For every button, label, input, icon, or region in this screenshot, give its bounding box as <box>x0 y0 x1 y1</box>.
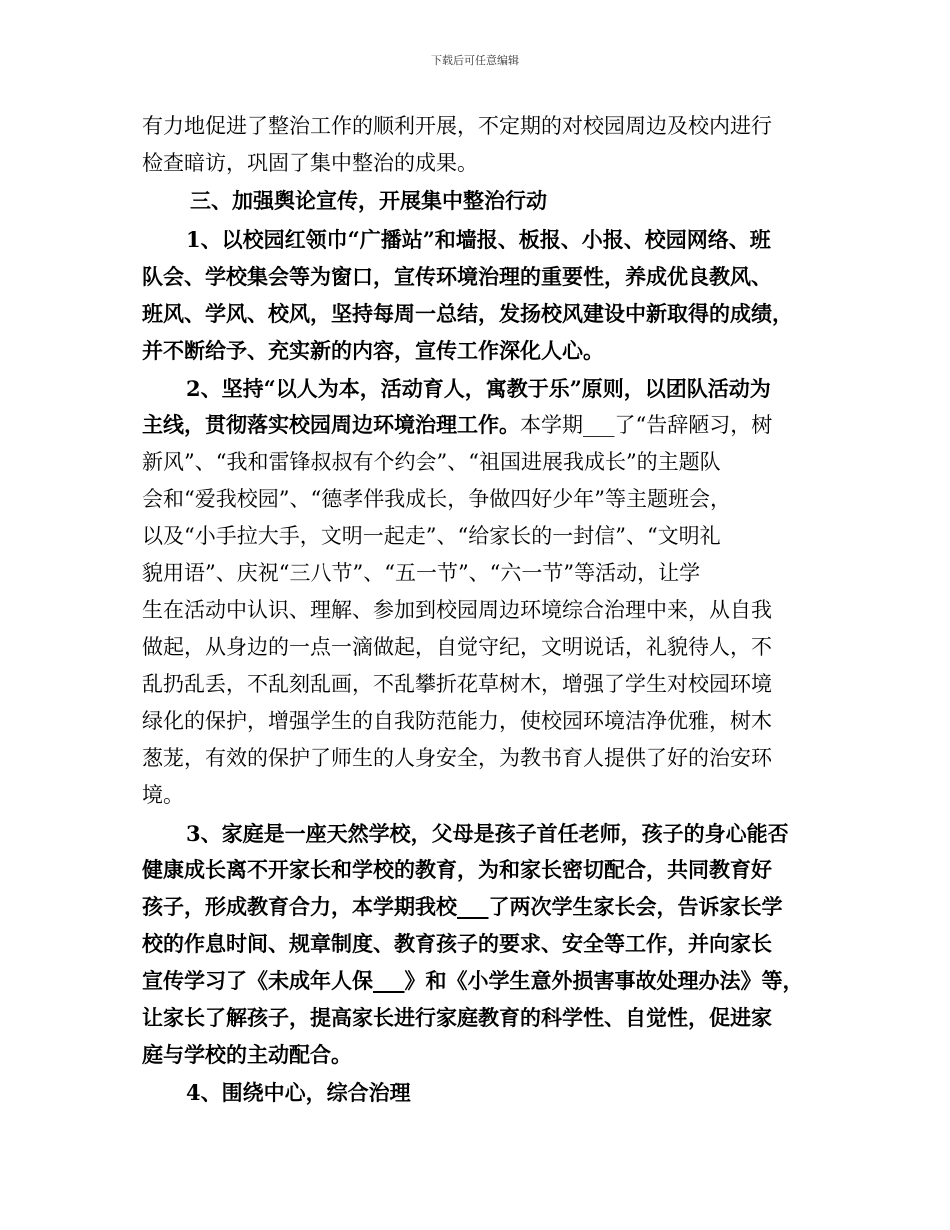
text-line: 2、坚持“以人为本，活动育人，寓教于乐”原则，以团队活动为 <box>186 376 771 401</box>
text-line <box>142 413 772 437</box>
text-line: 孩子，形成教育合力，本学期我校___了两次学生家长会，告诉家长学 <box>142 894 783 919</box>
section-heading: 三、加强舆论宣传，开展集中整治行动 <box>190 188 547 213</box>
page-header: 下载后可任意编辑 <box>431 54 519 67</box>
text-line-bold-part: 主线，贯彻落实校园周边环境治理工作。 <box>142 412 520 437</box>
text-line: 校的作息时间、规章制度、教育孩子的要求、安全等工作，并向家长 <box>142 931 772 956</box>
text-line: 会和“爱我校园”、“德孝伴我成长，争做四好少年”等主题班会， <box>142 487 731 511</box>
text-line: 做起，从身边的一点一滴做起，自觉守纪，文明说话，礼貌待人，不 <box>142 635 772 659</box>
text-line: 以及“小手拉大手，文明一起走”、“给家长的一封信”、“文明礼 <box>142 524 721 548</box>
text-line: 宣传学习了《未成年人保___》和《小学生意外损害事故处理办法》等， <box>142 968 804 993</box>
text-line: 绿化的保护，增强学生的自我防范能力，使校园环境洁净优雅，树木 <box>142 709 772 733</box>
text-line: 生在活动中认识、理解、参加到校园周边环境综合治理中来，从自我 <box>142 598 772 622</box>
text-line: 并不断给予、充实新的内容，宣传工作深化人心。 <box>142 338 604 363</box>
text-line: 庭与学校的主动配合。 <box>142 1042 352 1067</box>
text-line: 让家长了解孩子，提高家长进行家庭教育的科学性、自觉性，促进家 <box>142 1005 772 1030</box>
text-line: 新风”、“我和雷锋叔叔有个约会”、“祖国进展我成长”的主题队 <box>142 450 721 474</box>
text-line: 1、以校园红领巾“广播站”和墙报、板报、小报、校园网络、班 <box>186 227 771 252</box>
section-heading: 4、围绕中心，综合治理 <box>186 1080 411 1105</box>
text-line-normal-part: 本学期___了“告辞陋习，树 <box>520 413 773 437</box>
text-line: 貌用语”、庆祝“三八节”、“五一节”、“六一节”等活动，让学 <box>142 561 701 585</box>
text-line: 健康成长离不开家长和学校的教育，为和家长密切配合，共同教育好 <box>142 857 772 882</box>
text-line: 班风、学风、校风，坚持每周一总结，发扬校风建设中新取得的成绩， <box>142 301 793 326</box>
text-line: 队会、学校集会等为窗口，宣传环境治理的重要性，养成优良教风、 <box>142 264 772 289</box>
text-line: 境。 <box>142 783 184 807</box>
text-line: 检查暗访，巩固了集中整治的成果。 <box>142 151 478 175</box>
text-line: 3、家庭是一座天然学校，父母是孩子首任老师，孩子的身心能否 <box>186 821 789 846</box>
text-line: 乱扔乱丢，不乱刻乱画，不乱攀折花草树木，增强了学生对校园环境 <box>142 672 772 696</box>
text-line: 有力地促进了整治工作的顺利开展，不定期的对校园周边及校内进行 <box>142 114 772 138</box>
text-line: 葱茏，有效的保护了师生的人身安全，为教书育人提供了好的治安环 <box>142 746 772 770</box>
